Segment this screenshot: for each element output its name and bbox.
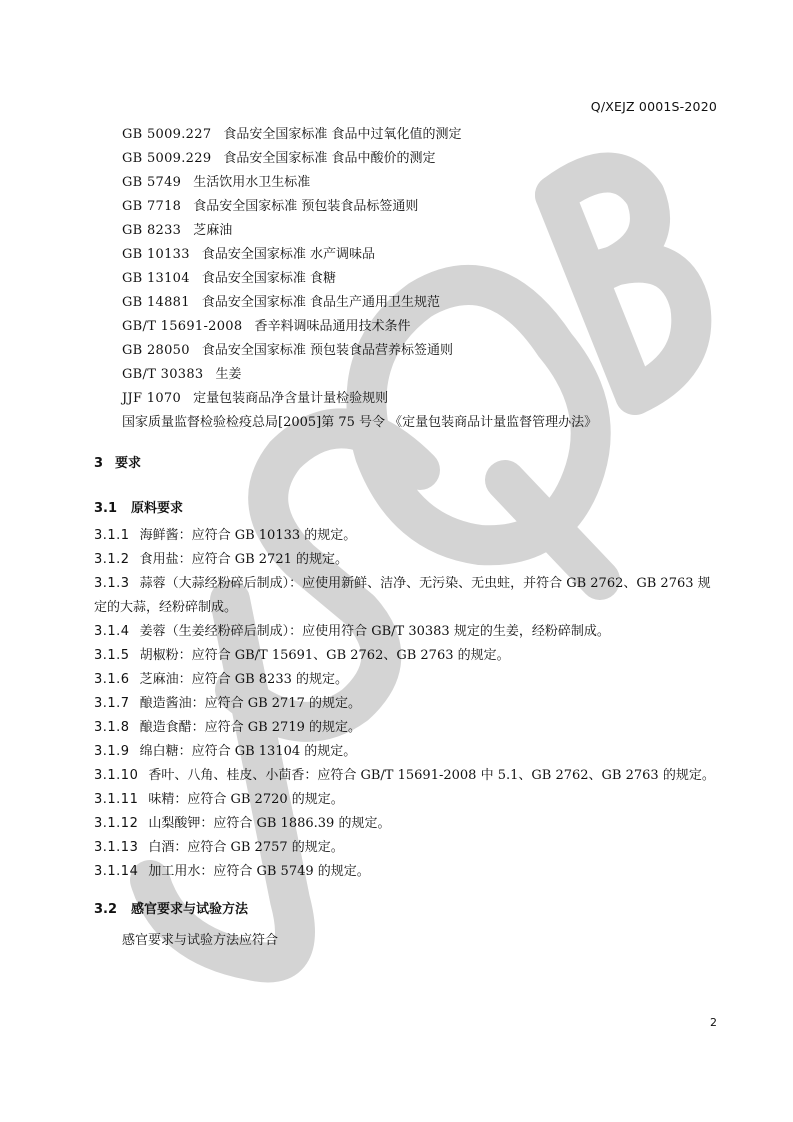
section-number: 3.1 xyxy=(94,501,118,516)
reference-code: GB 28050 xyxy=(122,343,190,358)
reference-title: 食品安全国家标准 预包装食品标签通则 xyxy=(193,199,419,214)
requirement-item xyxy=(94,644,719,668)
clause-number: 3.1.4 xyxy=(94,624,130,639)
reference-item xyxy=(122,339,597,363)
clause-number: 3.1.14 xyxy=(94,864,139,879)
clause-number: 3.1.2 xyxy=(94,552,130,567)
clause-number: 3.1.9 xyxy=(94,744,130,759)
clause-number: 3.1.13 xyxy=(94,840,139,855)
clause-text: 酿造食醋：应符合 GB 2719 的规定。 xyxy=(139,720,361,735)
requirement-item xyxy=(94,524,719,548)
clause-text: 蒜蓉（大蒜经粉碎后制成）：应使用新鲜、洁净、无污染、无虫蛀，并符合 GB 2762、GB 2763 规定的大蒜，经粉碎制成。 xyxy=(94,576,711,615)
reference-title: 国家质量监督检验检疫总局[2005]第 75 号令 《定量包装商品计量监督管理办法》 xyxy=(122,415,598,430)
reference-title: 食品安全国家标准 食品中过氧化值的测定 xyxy=(223,127,462,142)
clause-text: 香叶、八角、桂皮、小茴香：应符合 GB/T 15691-2008 中 5.1、GB 2762、GB 2763 的规定。 xyxy=(148,768,715,783)
reference-title: 食品安全国家标准 水产调味品 xyxy=(201,247,375,262)
clause-text: 芝麻油：应符合 GB 8233 的规定。 xyxy=(139,672,348,687)
reference-code: GB 5009.229 xyxy=(122,151,212,166)
clause-number: 3.1.8 xyxy=(94,720,130,735)
requirement-item xyxy=(94,836,719,860)
requirement-item xyxy=(94,620,719,644)
requirement-item xyxy=(94,572,719,620)
reference-title: 食品安全国家标准 食品生产通用卫生规范 xyxy=(201,295,440,310)
reference-code: GB/T 15691-2008 xyxy=(122,319,243,334)
requirement-item xyxy=(94,740,719,764)
reference-code: GB 5009.227 xyxy=(122,127,212,142)
clause-text: 酿造酱油：应符合 GB 2717 的规定。 xyxy=(139,696,361,711)
clause-number: 3.1.12 xyxy=(94,816,139,831)
reference-item xyxy=(122,267,597,291)
reference-code: GB/T 30383 xyxy=(122,367,204,382)
clause-number: 3.1.1 xyxy=(94,528,130,543)
requirement-item xyxy=(94,764,719,788)
requirement-item xyxy=(94,548,719,572)
reference-title: 生活饮用水卫生标准 xyxy=(193,175,311,190)
section-title: 原料要求 xyxy=(131,501,184,516)
document-code: Q/XEJZ 0001S-2020 xyxy=(590,99,717,114)
reference-code: GB 10133 xyxy=(122,247,190,262)
reference-item xyxy=(122,147,597,171)
reference-item xyxy=(122,315,597,339)
clause-number: 3.1.7 xyxy=(94,696,130,711)
clause-number: 3.1.3 xyxy=(94,576,130,591)
reference-title: 食品安全国家标准 食品中酸价的测定 xyxy=(223,151,436,166)
reference-code: GB 14881 xyxy=(122,295,190,310)
requirement-item xyxy=(94,692,719,716)
clause-number: 3.1.10 xyxy=(94,768,139,783)
reference-item xyxy=(122,291,597,315)
clause-number: 3.1.11 xyxy=(94,792,139,807)
clause-text: 海鲜酱：应符合 GB 10133 的规定。 xyxy=(139,528,357,543)
section-number: 3.2 xyxy=(94,902,118,917)
requirement-item xyxy=(94,788,719,812)
subsection-heading-raw-materials xyxy=(94,497,183,516)
reference-item xyxy=(122,195,597,219)
reference-code: GB 8233 xyxy=(122,223,182,238)
section-number: 3 xyxy=(94,456,104,471)
reference-code: JJF 1070 xyxy=(122,391,182,406)
section-heading-requirements xyxy=(94,452,141,471)
reference-item xyxy=(122,243,597,267)
section-title: 感官要求与试验方法 xyxy=(131,902,249,917)
reference-item xyxy=(122,123,597,147)
reference-item xyxy=(122,387,597,411)
reference-code: GB 5749 xyxy=(122,175,182,190)
requirement-item xyxy=(94,716,719,740)
reference-item xyxy=(122,411,597,435)
normative-references-list xyxy=(122,123,597,435)
page-number: 2 xyxy=(710,1016,717,1029)
section-title: 要求 xyxy=(115,456,142,471)
clause-text: 食用盐：应符合 GB 2721 的规定。 xyxy=(139,552,348,567)
reference-item xyxy=(122,171,597,195)
clause-text: 加工用水：应符合 GB 5749 的规定。 xyxy=(148,864,370,879)
clause-number: 3.1.5 xyxy=(94,648,130,663)
reference-item xyxy=(122,219,597,243)
reference-title: 定量包装商品净含量计量检验规则 xyxy=(193,391,389,406)
clause-text: 白酒：应符合 GB 2757 的规定。 xyxy=(148,840,344,855)
clause-text: 姜蓉（生姜经粉碎后制成）：应使用符合 GB/T 30383 规定的生姜，经粉碎制成。 xyxy=(139,624,610,639)
raw-material-requirements-list xyxy=(94,524,719,884)
clause-text: 味精：应符合 GB 2720 的规定。 xyxy=(148,792,344,807)
reference-code: GB 13104 xyxy=(122,271,190,286)
subsection-heading-sensory xyxy=(94,898,248,917)
reference-title: 食品安全国家标准 预包装食品营养标签通则 xyxy=(201,343,453,358)
reference-title: 生姜 xyxy=(215,367,242,382)
reference-code: GB 7718 xyxy=(122,199,182,214)
sensory-paragraph: 感官要求与试验方法应符合 xyxy=(122,933,279,948)
clause-text: 山梨酸钾：应符合 GB 1886.39 的规定。 xyxy=(148,816,391,831)
reference-title: 芝麻油 xyxy=(193,223,233,238)
requirement-item xyxy=(94,668,719,692)
reference-item xyxy=(122,363,597,387)
clause-text: 胡椒粉：应符合 GB/T 15691、GB 2762、GB 2763 的规定。 xyxy=(139,648,510,663)
requirement-item xyxy=(94,812,719,836)
clause-number: 3.1.6 xyxy=(94,672,130,687)
requirement-item xyxy=(94,860,719,884)
clause-text: 绵白糖：应符合 GB 13104 的规定。 xyxy=(139,744,357,759)
reference-title: 香辛料调味品通用技术条件 xyxy=(254,319,411,334)
reference-title: 食品安全国家标准 食糖 xyxy=(201,271,336,286)
